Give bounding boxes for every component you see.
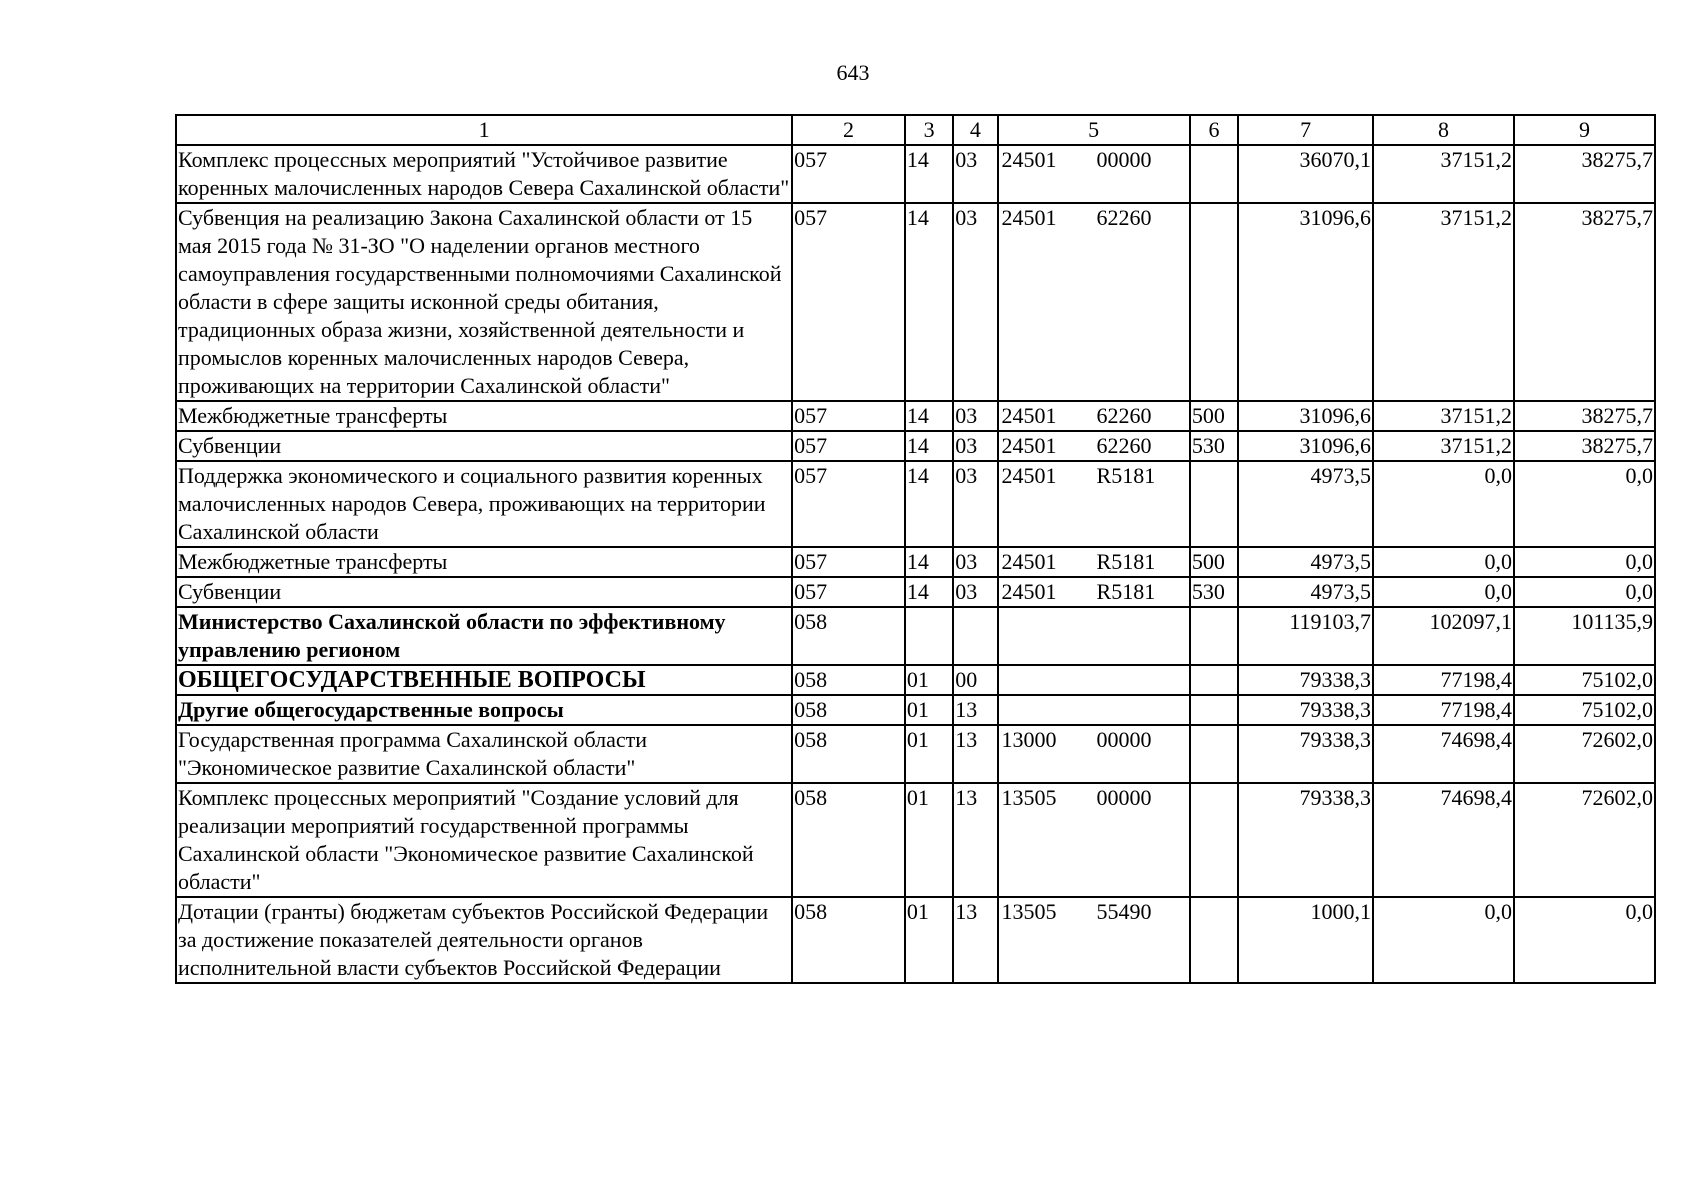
- row-expense-type-cell: 500: [1190, 401, 1238, 431]
- row-amount-col9-cell: 0,0: [1514, 897, 1655, 983]
- row-target-article-cell: [998, 695, 1190, 725]
- header-cell: 1: [176, 115, 792, 145]
- row-target-article-program: 13505: [1001, 899, 1057, 924]
- row-ministry-code-cell: 057: [792, 401, 905, 431]
- row-target-article-program: 24501: [1001, 579, 1057, 604]
- row-amount-col9-cell: 75102,0: [1514, 695, 1655, 725]
- row-amount-col7-cell: 79338,3: [1238, 783, 1373, 897]
- table-row: [176, 897, 1655, 983]
- row-name-cell: Межбюджетные трансферты: [176, 401, 792, 431]
- row-target-article-direction: 55490: [1096, 899, 1152, 924]
- row-target-article-direction: 62260: [1096, 433, 1152, 458]
- row-ministry-code-cell: 058: [792, 695, 905, 725]
- row-amount-col7-cell: 119103,7: [1238, 607, 1373, 665]
- row-target-article-direction: R5181: [1096, 463, 1156, 488]
- row-section-cell: 14: [905, 203, 953, 401]
- row-target-article-cell: [998, 547, 1190, 577]
- row-section-cell: 01: [905, 695, 953, 725]
- row-target-article-direction: R5181: [1096, 579, 1156, 604]
- row-target-article-direction: 00000: [1096, 785, 1152, 810]
- row-section-cell: 01: [905, 665, 953, 695]
- row-amount-col8-cell: 0,0: [1373, 577, 1514, 607]
- row-target-article-direction: 00000: [1096, 147, 1152, 172]
- row-name-cell: Министерство Сахалинской области по эффективному управлению регионом: [176, 607, 792, 665]
- row-amount-col8-cell: 37151,2: [1373, 203, 1514, 401]
- row-amount-col8-cell: 0,0: [1373, 547, 1514, 577]
- row-amount-col7-cell: 4973,5: [1238, 461, 1373, 547]
- row-expense-type-cell: 530: [1190, 577, 1238, 607]
- row-target-article-program: 24501: [1001, 147, 1057, 172]
- row-amount-col9-cell: 38275,7: [1514, 145, 1655, 203]
- row-name-cell: Субвенции: [176, 431, 792, 461]
- row-name-cell: Межбюджетные трансферты: [176, 547, 792, 577]
- row-section-cell: 14: [905, 431, 953, 461]
- row-amount-col8-cell: 74698,4: [1373, 783, 1514, 897]
- page-number: 643: [836, 60, 870, 85]
- row-ministry-code-cell: 057: [792, 461, 905, 547]
- row-subsection-cell: 03: [953, 577, 997, 607]
- row-expense-type-cell: [1190, 783, 1238, 897]
- header-cell: 8: [1373, 115, 1514, 145]
- table-row: [176, 607, 1655, 665]
- row-name-cell: ОБЩЕГОСУДАРСТВЕННЫЕ ВОПРОСЫ: [176, 665, 792, 695]
- row-amount-col8-cell: 37151,2: [1373, 401, 1514, 431]
- row-name-cell: Другие общегосударственные вопросы: [176, 695, 792, 725]
- row-subsection-cell: 03: [953, 461, 997, 547]
- row-expense-type-cell: 530: [1190, 431, 1238, 461]
- row-amount-col9-cell: 0,0: [1514, 577, 1655, 607]
- row-section-cell: 14: [905, 145, 953, 203]
- row-ministry-code-cell: 058: [792, 783, 905, 897]
- row-ministry-code-cell: 058: [792, 607, 905, 665]
- row-target-article-cell: [998, 725, 1190, 783]
- row-subsection-cell: [953, 607, 997, 665]
- row-target-article-direction: 62260: [1096, 205, 1152, 230]
- row-expense-type-cell: [1190, 461, 1238, 547]
- row-subsection-cell: 03: [953, 401, 997, 431]
- row-target-article-program: 24501: [1001, 433, 1057, 458]
- row-amount-col9-cell: 75102,0: [1514, 665, 1655, 695]
- row-amount-col8-cell: 102097,1: [1373, 607, 1514, 665]
- header-cell: 2: [792, 115, 905, 145]
- row-subsection-cell: 03: [953, 547, 997, 577]
- row-expense-type-cell: [1190, 897, 1238, 983]
- table-row: [176, 783, 1655, 897]
- row-name-cell: Субвенции: [176, 577, 792, 607]
- row-amount-col9-cell: 0,0: [1514, 461, 1655, 547]
- table-row: [176, 145, 1655, 203]
- row-amount-col7-cell: 79338,3: [1238, 665, 1373, 695]
- row-subsection-cell: 13: [953, 725, 997, 783]
- row-target-article-cell: [998, 145, 1190, 203]
- row-ministry-code-cell: 058: [792, 725, 905, 783]
- row-name-cell: Государственная программа Сахалинской области "Экономическое развитие Сахалинской области": [176, 725, 792, 783]
- row-target-article-direction: R5181: [1096, 549, 1156, 574]
- row-subsection-cell: 13: [953, 897, 997, 983]
- header-row: [176, 115, 1655, 145]
- row-amount-col8-cell: 77198,4: [1373, 695, 1514, 725]
- table-row: [176, 547, 1655, 577]
- table-row: [176, 431, 1655, 461]
- row-amount-col7-cell: 31096,6: [1238, 203, 1373, 401]
- header-cell: 9: [1514, 115, 1655, 145]
- row-target-article-program: 24501: [1001, 205, 1057, 230]
- header-cell: 4: [953, 115, 997, 145]
- row-subsection-cell: 13: [953, 783, 997, 897]
- row-subsection-cell: 00: [953, 665, 997, 695]
- row-subsection-cell: 03: [953, 431, 997, 461]
- table-row: [176, 695, 1655, 725]
- row-expense-type-cell: [1190, 725, 1238, 783]
- row-amount-col8-cell: 37151,2: [1373, 145, 1514, 203]
- row-target-article-cell: [998, 401, 1190, 431]
- row-amount-col9-cell: 72602,0: [1514, 725, 1655, 783]
- row-target-article-program: 13000: [1001, 727, 1057, 752]
- row-expense-type-cell: [1190, 695, 1238, 725]
- row-section-cell: 14: [905, 577, 953, 607]
- row-amount-col9-cell: 0,0: [1514, 547, 1655, 577]
- row-subsection-cell: 03: [953, 203, 997, 401]
- row-target-article-program: 24501: [1001, 463, 1057, 488]
- row-target-article-cell: [998, 431, 1190, 461]
- row-expense-type-cell: 500: [1190, 547, 1238, 577]
- header-cell: 7: [1238, 115, 1373, 145]
- row-amount-col9-cell: 101135,9: [1514, 607, 1655, 665]
- row-target-article-cell: [998, 203, 1190, 401]
- row-section-cell: 01: [905, 897, 953, 983]
- row-section-cell: 14: [905, 547, 953, 577]
- row-amount-col8-cell: 74698,4: [1373, 725, 1514, 783]
- row-target-article-cell: [998, 783, 1190, 897]
- row-target-article-direction: 62260: [1096, 403, 1152, 428]
- row-amount-col7-cell: 79338,3: [1238, 725, 1373, 783]
- row-ministry-code-cell: 057: [792, 145, 905, 203]
- row-amount-col8-cell: 0,0: [1373, 461, 1514, 547]
- row-expense-type-cell: [1190, 145, 1238, 203]
- row-expense-type-cell: [1190, 203, 1238, 401]
- row-ministry-code-cell: 057: [792, 203, 905, 401]
- row-ministry-code-cell: 057: [792, 431, 905, 461]
- row-name-cell: Комплекс процессных мероприятий "Создание условий для реализации мероприятий государственной программы Сахалинской области "Экономическое развитие Сахалинской области": [176, 783, 792, 897]
- row-amount-col7-cell: 36070,1: [1238, 145, 1373, 203]
- row-target-article-cell: [998, 897, 1190, 983]
- row-ministry-code-cell: 058: [792, 897, 905, 983]
- row-amount-col7-cell: 31096,6: [1238, 401, 1373, 431]
- row-name-cell: Дотации (гранты) бюджетам субъектов Российской Федерации за достижение показателей деятельности органов исполнительной власти субъектов Российской Федерации: [176, 897, 792, 983]
- row-name-cell: Субвенция на реализацию Закона Сахалинской области от 15 мая 2015 года № 31-ЗО "О наделении органов местного самоуправления государственными полномочиями Сахалинской области в сфере защиты исконной среды обитания, традиционных образа жизни, хозяйственной деятельности и промыслов коренных малочисленных народов Севера, проживающих на территории Сахалинской области": [176, 203, 792, 401]
- budget-table: [175, 114, 1656, 984]
- row-name-cell: Комплекс процессных мероприятий "Устойчивое развитие коренных малочисленных народов Севера Сахалинской области": [176, 145, 792, 203]
- table-row: [176, 665, 1655, 695]
- row-target-article-program: 24501: [1001, 549, 1057, 574]
- row-amount-col8-cell: 77198,4: [1373, 665, 1514, 695]
- row-section-cell: 01: [905, 725, 953, 783]
- row-expense-type-cell: [1190, 607, 1238, 665]
- row-ministry-code-cell: 057: [792, 577, 905, 607]
- row-amount-col9-cell: 38275,7: [1514, 401, 1655, 431]
- row-target-article-program: 24501: [1001, 403, 1057, 428]
- row-amount-col7-cell: 79338,3: [1238, 695, 1373, 725]
- table-row: [176, 461, 1655, 547]
- row-target-article-cell: [998, 461, 1190, 547]
- row-ministry-code-cell: 058: [792, 665, 905, 695]
- row-ministry-code-cell: 057: [792, 547, 905, 577]
- header-cell: 5: [998, 115, 1190, 145]
- row-amount-col9-cell: 72602,0: [1514, 783, 1655, 897]
- row-subsection-cell: 03: [953, 145, 997, 203]
- row-amount-col7-cell: 1000,1: [1238, 897, 1373, 983]
- row-amount-col7-cell: 4973,5: [1238, 577, 1373, 607]
- header-cell: 6: [1190, 115, 1238, 145]
- table-row: [176, 203, 1655, 401]
- row-target-article-cell: [998, 607, 1190, 665]
- row-expense-type-cell: [1190, 665, 1238, 695]
- row-section-cell: [905, 607, 953, 665]
- row-amount-col8-cell: 37151,2: [1373, 431, 1514, 461]
- row-name-cell: Поддержка экономического и социального развития коренных малочисленных народов Севера, проживающих на территории Сахалинской области: [176, 461, 792, 547]
- row-section-cell: 14: [905, 461, 953, 547]
- row-amount-col7-cell: 4973,5: [1238, 547, 1373, 577]
- table-row: [176, 401, 1655, 431]
- row-target-article-cell: [998, 665, 1190, 695]
- row-target-article-program: 13505: [1001, 785, 1057, 810]
- table-row: [176, 725, 1655, 783]
- table-row: [176, 577, 1655, 607]
- row-target-article-cell: [998, 577, 1190, 607]
- row-amount-col9-cell: 38275,7: [1514, 203, 1655, 401]
- header-cell: 3: [905, 115, 953, 145]
- row-subsection-cell: 13: [953, 695, 997, 725]
- row-section-cell: 01: [905, 783, 953, 897]
- table-body: [176, 145, 1655, 983]
- row-target-article-direction: 00000: [1096, 727, 1152, 752]
- row-amount-col9-cell: 38275,7: [1514, 431, 1655, 461]
- row-amount-col8-cell: 0,0: [1373, 897, 1514, 983]
- row-amount-col7-cell: 31096,6: [1238, 431, 1373, 461]
- row-section-cell: 14: [905, 401, 953, 431]
